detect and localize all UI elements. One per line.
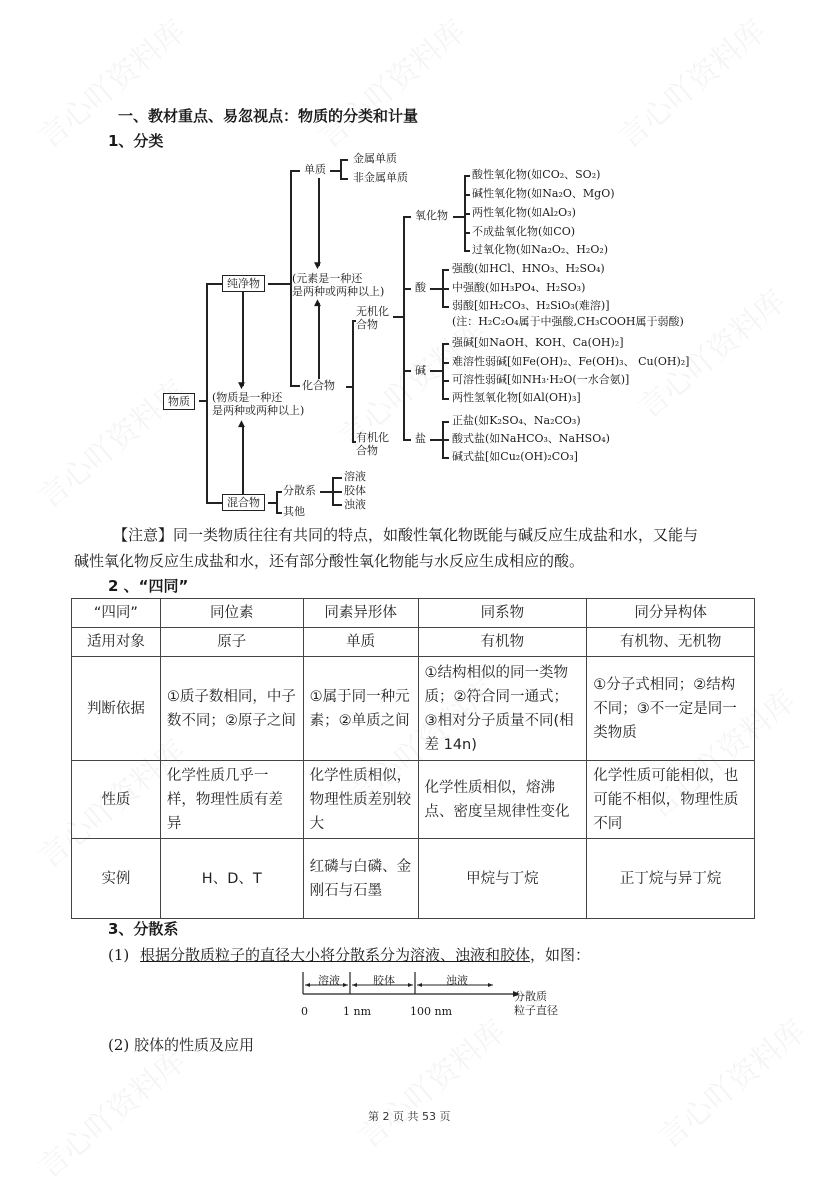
- row-label: 适用对象: [72, 628, 161, 657]
- node-pure-substance: 纯净物: [222, 275, 265, 292]
- table-cell: H、D、T: [160, 839, 303, 919]
- four-same-table: [71, 598, 755, 919]
- table-cell: ①结构相似的同一类物质；②符合同一通式；③相对分子质量不同(相差 14n): [418, 657, 587, 761]
- watermark: [647, 1007, 813, 1156]
- node-nonmetal-element: 非金属单质: [353, 171, 408, 184]
- table-header: 同位素: [160, 599, 303, 628]
- watermark: [607, 7, 773, 156]
- salt-normal: 正盐(如K₂SO₄、Na₂CO₃): [452, 414, 581, 427]
- node-dispersion: 分散系: [283, 484, 316, 497]
- node-oxide: 氧化物: [415, 209, 448, 222]
- scale-label-suspension: 浊液: [446, 974, 468, 987]
- table-header: 同素异形体: [303, 599, 418, 628]
- table-row: [72, 657, 755, 761]
- table-cell: 化学性质相似，物理性质差别较大: [303, 761, 418, 839]
- watermark: [307, 7, 473, 156]
- criterion-substance: (物质是一种还 是两种或两种以上): [212, 391, 305, 417]
- oxide-basic: 碱性氧化物(如Na₂O、MgO): [472, 187, 615, 200]
- table-cell: 原子: [160, 628, 303, 657]
- node-substance: 物质: [163, 393, 195, 410]
- subsection-four-same: 2 、“四同”: [108, 577, 189, 595]
- base-amphoteric: 两性氢氧化物[如Al(OH)₃]: [452, 391, 581, 404]
- dispersion-solution: 溶液: [344, 470, 366, 483]
- table-cell: 化学性质几乎一样，物理性质有差异: [160, 761, 303, 839]
- row-label: 判断依据: [72, 657, 161, 761]
- table-cell: ①属于同一种元素；②单质之间: [303, 657, 418, 761]
- salt-basic: 碱式盐[如Cu₂(OH)₂CO₃]: [452, 450, 578, 463]
- note-line-2: 碱性氧化物反应生成盐和水，还有部分酸性氧化物能与水反应生成相应的酸。: [74, 552, 585, 570]
- table-cell: 化学性质可能相似，也可能不相似，物理性质不同: [587, 761, 755, 839]
- table-cell: 正丁烷与异丁烷: [587, 839, 755, 919]
- scale-tick-100nm: 100 nm: [410, 1005, 453, 1018]
- node-mixture: 混合物: [222, 494, 265, 511]
- table-row: [72, 761, 755, 839]
- node-element: 单质: [304, 163, 326, 176]
- scale-tick-0: 0: [301, 1005, 308, 1018]
- arrow-up-icon: ▲: [314, 298, 321, 308]
- table-cell: ①质子数相同，中子数不同；②原子之间: [160, 657, 303, 761]
- oxide-peroxide: 过氧化物(如Na₂O₂、H₂O₂): [472, 243, 609, 256]
- dispersion-item-2: (2) 胶体的性质及应用: [108, 1036, 255, 1054]
- scale-label-colloid: 胶体: [373, 974, 395, 987]
- table-cell: ①分子式相同；②结构不同；③不一定是同一类物质: [587, 657, 755, 761]
- oxide-nonsalt: 不成盐氧化物(如CO): [472, 225, 576, 238]
- salt-acidic: 酸式盐(如NaHCO₃、NaHSO₄): [452, 432, 610, 445]
- acid-medium: 中强酸(如H₃PO₄、H₂SO₃): [452, 281, 586, 294]
- table-row: [72, 628, 755, 657]
- table-row: [72, 839, 755, 919]
- table-cell: 红磷与白磷、金刚石与石墨: [303, 839, 418, 919]
- node-base: 碱: [415, 364, 426, 377]
- arrow-down-icon: ▼: [238, 381, 245, 391]
- node-acid: 酸: [415, 281, 426, 294]
- acid-strong: 强酸(如HCl、HNO₃、H₂SO₄): [452, 262, 605, 275]
- arrow-down-icon: ▼: [314, 261, 321, 271]
- arrow-up-icon: ▲: [238, 419, 245, 429]
- scale-label-solution: 溶液: [318, 974, 340, 987]
- base-strong: 强碱[如NaOH、KOH、Ca(OH)₂]: [452, 336, 624, 349]
- oxide-acidic: 酸性氧化物(如CO₂、SO₂): [472, 168, 601, 181]
- watermark: [347, 1007, 513, 1156]
- watermark: [27, 367, 193, 516]
- scale-axis-label: 分散质 粒子直径: [514, 990, 558, 1017]
- dispersion-suspension: 浊液: [344, 498, 366, 511]
- table-cell: 有机物、无机物: [587, 628, 755, 657]
- table-cell: 甲烷与丁烷: [418, 839, 587, 919]
- acid-note: (注：H₂C₂O₄属于中强酸,CH₃COOH属于弱酸): [452, 315, 684, 328]
- subsection-dispersion: 3、分散系: [108, 920, 179, 938]
- table-header: 同分异构体: [587, 599, 755, 628]
- section-title: 一、教材重点、易忽视点：物质的分类和计量: [118, 107, 419, 125]
- node-metal-element: 金属单质: [353, 152, 397, 165]
- row-label: 性质: [72, 761, 161, 839]
- table-header: “四同”: [72, 599, 161, 628]
- dispersion-item-1: (1) 根据分散质粒子的直径大小将分散系分为溶液、浊液和胶体，如图：: [108, 946, 591, 964]
- table-header-row: [72, 599, 755, 628]
- oxide-amphoteric: 两性氧化物(如Al₂O₃): [472, 206, 576, 219]
- page-number: 第 2 页 共 53 页: [368, 1110, 451, 1123]
- table-cell: 化学性质相似，熔沸点、密度呈规律性变化: [418, 761, 587, 839]
- subsection-classification: 1、分类: [108, 132, 164, 150]
- watermark: [27, 1037, 193, 1186]
- table-cell: 单质: [303, 628, 418, 657]
- table-header: 同系物: [418, 599, 587, 628]
- table-cell: 有机物: [418, 628, 587, 657]
- criterion-element: (元素是一种还 是两种或两种以上): [292, 272, 385, 298]
- base-insoluble-weak: 难溶性弱碱[如Fe(OH)₂、Fe(OH)₃、 Cu(OH)₂]: [452, 355, 690, 368]
- acid-weak: 弱酸[如H₂CO₃、H₂SiO₃(难溶)]: [452, 299, 610, 312]
- base-soluble-weak: 可溶性弱碱[如NH₃·H₂O(一水合氨)]: [452, 373, 630, 386]
- node-inorganic: 无机化 合物: [356, 305, 389, 331]
- node-compound: 化合物: [302, 379, 335, 392]
- watermark: [627, 277, 793, 426]
- node-other: 其他: [283, 505, 305, 518]
- node-organic: 有机化 合物: [356, 431, 389, 457]
- note-line-1: 【注意】同一类物质往往有共同的特点，如酸性氧化物既能与碱反应生成盐和水，又能与: [113, 526, 699, 544]
- scale-tick-1nm: 1 nm: [343, 1005, 372, 1018]
- dispersion-colloid: 胶体: [344, 484, 366, 497]
- node-salt: 盐: [415, 432, 426, 445]
- row-label: 实例: [72, 839, 161, 919]
